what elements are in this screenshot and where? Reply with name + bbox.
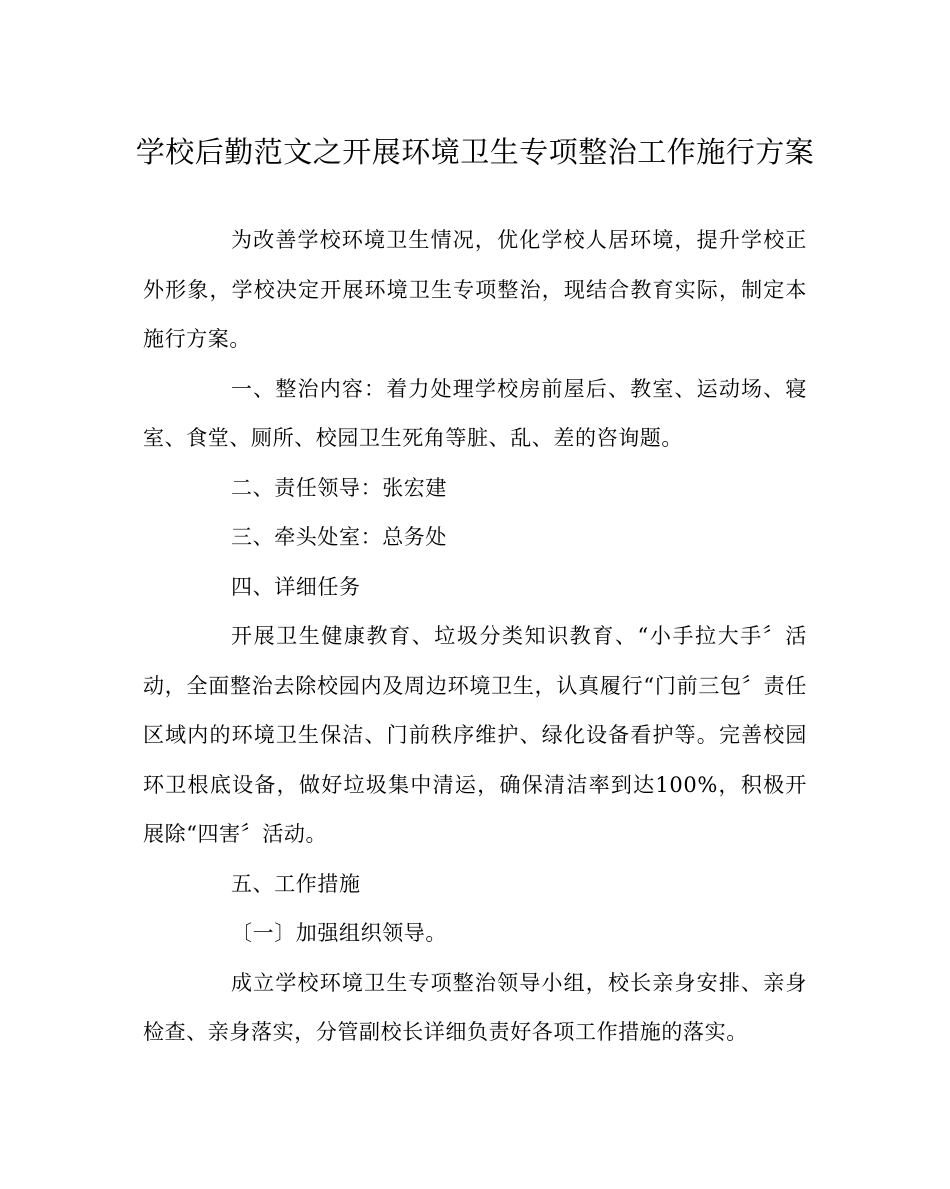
paragraph-intro: 为改善学校环境卫生情况，优化学校人居环境，提升学校正外形象，学校决定开展环境卫生专项整治，现结合教育实际，制定本施行方案。 [143, 228, 807, 351]
paragraph-section-4-heading: 四、详细任务 [231, 574, 361, 599]
paragraph-section-5-heading: 五、工作措施 [231, 871, 361, 896]
paragraph-section-2-leader: 二、责任领导：张宏建 [231, 475, 447, 500]
paragraph-subsection-1-body: 成立学校环境卫生专项整治领导小组，校长亲身安排、亲身检查、亲身落实，分管副校长详细负责好各项工作措施的落实。 [143, 970, 807, 1044]
document-body [143, 216, 807, 1058]
paragraph-section-1-content: 一、整治内容：着力处理学校房前屋后、教室、运动场、寝室、食堂、厕所、校园卫生死角等脏、乱、差的咨询题。 [143, 376, 807, 450]
paragraph-section-4-tasks: 开展卫生健康教育、垃圾分类知识教育、“小手拉大手〞活动，全面整治去除校园内及周边环境卫生，认真履行“门前三包〞责任区域内的环境卫生保洁、门前秩序维护、绿化设备看护等。完善校园环卫根底设备，做好垃圾集中清运，确保清洁率到达100%，积极开展除“四害〞活动。 [143, 624, 807, 846]
paragraph-subsection-1-heading: 〔一〕加强组织领导。 [231, 921, 447, 945]
paragraph-section-3-office: 三、牵头处室：总务处 [231, 525, 447, 549]
document-title: 学校后勤范文之开展环境卫生专项整治工作施行方案 [135, 135, 815, 169]
